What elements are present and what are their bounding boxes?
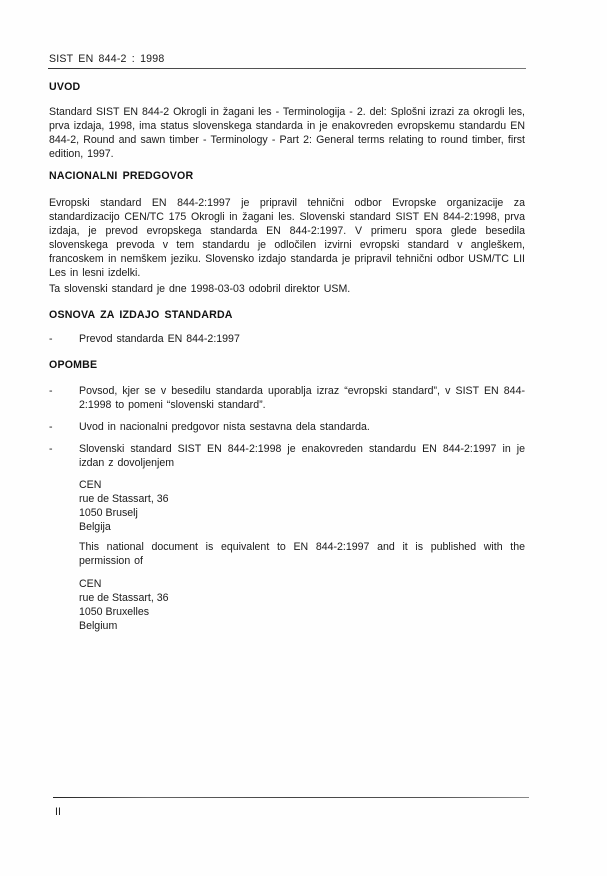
list-item-text: Prevod standarda EN 844-2:1997: [79, 333, 240, 345]
dash-bullet-icon: -: [49, 333, 53, 345]
uvod-paragraph: Standard SIST EN 844-2 Okrogli in žagani les - Terminologija - 2. del: Splošni izrazi za okrogli les, prva izdaja, 1998, ima status slovenskega standarda in je enakovreden evropskemu standardu EN 844-2, Round and sawn timber - Terminology - Part 2: General terms relating to round timber, first edition, 1997.: [49, 106, 525, 160]
address-block-slovenian: [79, 478, 525, 534]
list-item: [49, 420, 525, 434]
page-number: II: [55, 806, 61, 818]
section-heading-opombe: OPOMBE: [49, 359, 98, 371]
address-line: Belgija: [79, 521, 111, 533]
footer-rule: [53, 797, 529, 798]
address-line: CEN: [79, 479, 102, 491]
dash-bullet-icon: -: [49, 443, 53, 455]
list-item-text: Povsod, kjer se v besedilu standarda uporablja izraz “evropski standard”, v SIST EN 844-2:1998 to pomeni “slovenski standard”.: [79, 385, 525, 411]
running-header: SIST EN 844-2 : 1998: [49, 53, 165, 65]
address-line: Belgium: [79, 620, 118, 632]
section-heading-osnova: OSNOVA ZA IZDAJO STANDARDA: [49, 309, 233, 321]
address-block-english: [79, 577, 525, 633]
section-heading-nacionalni-predgovor: NACIONALNI PREDGOVOR: [49, 170, 194, 182]
approval-paragraph: Ta slovenski standard je dne 1998-03-03 odobril direktor USM.: [49, 283, 351, 295]
list-item: [49, 332, 525, 346]
address-line: rue de Stassart, 36: [79, 493, 169, 505]
dash-bullet-icon: -: [49, 421, 53, 433]
section-heading-uvod: UVOD: [49, 81, 81, 93]
dash-bullet-icon: -: [49, 385, 53, 397]
list-item: [49, 384, 525, 412]
address-line: rue de Stassart, 36: [79, 592, 169, 604]
address-line: 1050 Bruxelles: [79, 606, 150, 618]
list-item-text: Uvod in nacionalni predgovor nista sestavna dela standarda.: [79, 421, 370, 433]
english-equivalence-note: This national document is equivalent to EN 844-2:1997 and it is published with the permission of: [79, 541, 525, 567]
header-rule: [48, 68, 526, 69]
list-item-text: Slovenski standard SIST EN 844-2:1998 je enakovreden standardu EN 844-2:1997 in je izdan z dovoljenjem: [79, 443, 525, 469]
address-line: CEN: [79, 578, 102, 590]
list-item: [49, 442, 525, 470]
address-line: 1050 Bruselj: [79, 507, 138, 519]
nacionalni-predgovor-paragraph: Evropski standard EN 844-2:1997 je pripravil tehnični odbor Evropske organizacije za standardizacijo CEN/TC 175 Okrogli in žagani les. Slovenski standard SIST EN 844-2:1998, prva izdaja, je prevod evropskega standarda EN 844-2:1997. V primeru spora glede besedila slovenskega prevoda v tem standardu je odločilen izvirni evropski standard v angleškem, francoskem in nemškem jeziku. Slovensko izdajo standarda je pripravil tehnični odbor USM/TC LII Les in lesni izdelki.: [49, 197, 525, 279]
